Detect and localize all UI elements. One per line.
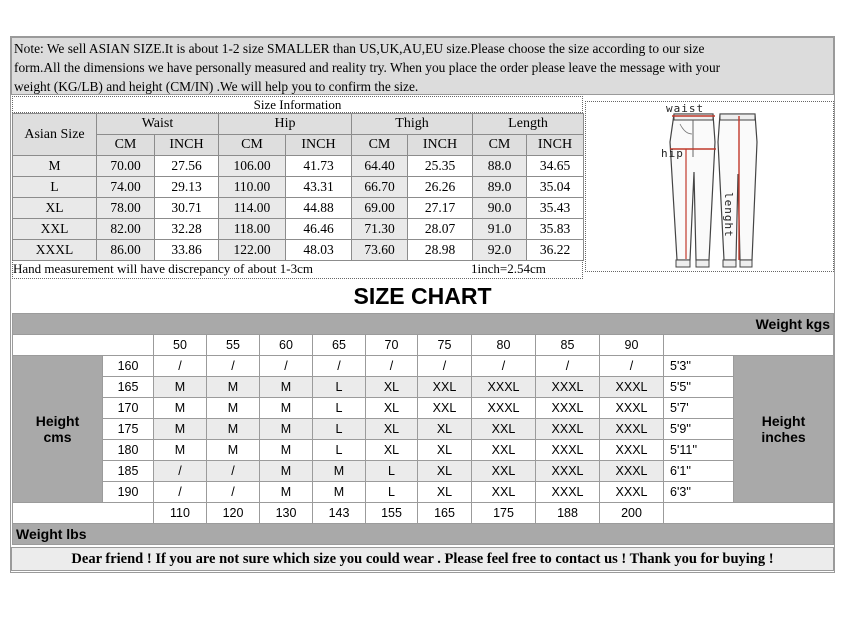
size-cell: /	[260, 356, 313, 377]
height-inches-label	[734, 356, 834, 503]
blank-cell	[664, 503, 834, 524]
size-cell: XL	[366, 377, 418, 398]
size-cell: XXL	[472, 461, 536, 482]
measurement-cell: 32.28	[155, 219, 219, 240]
size-cell: M	[260, 398, 313, 419]
size-row	[13, 198, 584, 219]
size-cell: L	[313, 398, 366, 419]
height-inches-label-line: inches	[761, 429, 806, 445]
group-header-waist: Waist	[97, 114, 219, 135]
measurement-cell: 36.22	[527, 240, 584, 261]
size-cell: L	[366, 461, 418, 482]
measurement-cell: 44.88	[286, 198, 352, 219]
hip-label: hip	[661, 147, 684, 160]
note-line: form.All the dimensions we have personally measured and reality try. When you place the order please leave the message with your	[14, 60, 721, 75]
height-row	[13, 356, 834, 377]
weight-kgs-label-row	[13, 314, 834, 335]
measurement-cell: 114.00	[219, 198, 286, 219]
blank-cell	[13, 503, 154, 524]
weight-kg-value: 50	[154, 335, 207, 356]
weight-kgs-row	[13, 335, 834, 356]
size-cell: L	[313, 377, 366, 398]
asian-size-header: Asian Size	[13, 114, 97, 156]
size-cell: L	[366, 482, 418, 503]
size-cell: M	[154, 419, 207, 440]
note-line: Note: We sell ASIAN SIZE.It is about 1-2 size SMALLER than US,UK,AU,EU size.Please choose the size according to our size	[14, 41, 705, 56]
height-cm-value: 175	[103, 419, 154, 440]
size-cell: /	[207, 461, 260, 482]
measurement-cell: 74.00	[97, 177, 155, 198]
weight-lb-value: 155	[366, 503, 418, 524]
weight-lb-value: 110	[154, 503, 207, 524]
length-label: lenght	[722, 192, 735, 238]
measurement-cell: 106.00	[219, 156, 286, 177]
size-row	[13, 156, 584, 177]
size-cell: XL	[418, 419, 472, 440]
measurement-cell: 73.60	[352, 240, 408, 261]
unit-row	[13, 135, 584, 156]
size-cell: XXXL	[536, 461, 600, 482]
size-cell: XXXL	[472, 398, 536, 419]
measurement-cell: 78.00	[97, 198, 155, 219]
size-cell: XXXL	[600, 398, 664, 419]
measurement-cell: 82.00	[97, 219, 155, 240]
weight-lb-value: 200	[600, 503, 664, 524]
group-header-length: Length	[473, 114, 584, 135]
weight-kg-value: 90	[600, 335, 664, 356]
size-cell: M	[154, 440, 207, 461]
measurement-cell: 66.70	[352, 177, 408, 198]
size-row	[13, 219, 584, 240]
size-cell: XL	[418, 482, 472, 503]
size-name: L	[13, 177, 97, 198]
size-cell: XL	[366, 440, 418, 461]
height-inch-value: 5'3''	[664, 356, 734, 377]
height-inch-value: 5'5''	[664, 377, 734, 398]
measurement-cell: 46.46	[286, 219, 352, 240]
size-cell: M	[260, 461, 313, 482]
weight-lbs-row	[13, 503, 834, 524]
size-cell: XL	[366, 419, 418, 440]
pants-illustration	[586, 102, 835, 273]
height-cm-value: 170	[103, 398, 154, 419]
measurement-cell: 27.17	[408, 198, 473, 219]
height-cms-label	[13, 356, 103, 503]
size-note	[11, 37, 834, 95]
size-cell: XXXL	[600, 482, 664, 503]
height-row	[13, 398, 834, 419]
unit-header: CM	[219, 135, 286, 156]
weight-lb-value: 143	[313, 503, 366, 524]
size-cell: /	[536, 356, 600, 377]
pants-diagram	[585, 101, 834, 272]
height-inch-value: 5'9''	[664, 419, 734, 440]
size-cell: XXXL	[472, 377, 536, 398]
size-cell: M	[154, 377, 207, 398]
measurement-cell: 34.65	[527, 156, 584, 177]
height-inch-value: 5'11''	[664, 440, 734, 461]
measurement-cell: 48.03	[286, 240, 352, 261]
measurement-cell: 28.07	[408, 219, 473, 240]
weight-kg-value: 55	[207, 335, 260, 356]
size-cell: XL	[418, 461, 472, 482]
measurement-cell: 92.0	[473, 240, 527, 261]
height-inches-label-line: Height	[761, 413, 806, 429]
size-cell: XL	[418, 440, 472, 461]
measurement-cell: 30.71	[155, 198, 219, 219]
size-cell: M	[313, 461, 366, 482]
height-cm-value: 165	[103, 377, 154, 398]
size-cell: M	[207, 398, 260, 419]
measurement-cell: 70.00	[97, 156, 155, 177]
size-row	[13, 240, 584, 261]
measurement-cell: 88.0	[473, 156, 527, 177]
weight-lb-value: 165	[418, 503, 472, 524]
measurement-cell: 91.0	[473, 219, 527, 240]
size-info-table	[12, 113, 584, 261]
unit-header: CM	[473, 135, 527, 156]
size-cell: XXL	[418, 377, 472, 398]
unit-header: INCH	[155, 135, 219, 156]
measurement-cell: 64.40	[352, 156, 408, 177]
size-cell: XXXL	[600, 461, 664, 482]
measurement-cell: 29.13	[155, 177, 219, 198]
size-cell: M	[313, 482, 366, 503]
size-cell: /	[366, 356, 418, 377]
group-header-hip: Hip	[219, 114, 352, 135]
measurement-cell: 35.83	[527, 219, 584, 240]
measurement-cell: 89.0	[473, 177, 527, 198]
weight-lb-value: 130	[260, 503, 313, 524]
measurement-cell: 26.26	[408, 177, 473, 198]
measurement-cell: 28.98	[408, 240, 473, 261]
size-name: XXL	[13, 219, 97, 240]
size-cell: M	[260, 440, 313, 461]
size-cell: L	[313, 419, 366, 440]
size-cell: /	[154, 482, 207, 503]
size-cell: /	[472, 356, 536, 377]
height-row	[13, 377, 834, 398]
height-row	[13, 461, 834, 482]
size-footnote	[12, 260, 583, 279]
weight-lb-value: 175	[472, 503, 536, 524]
measurement-cell: 41.73	[286, 156, 352, 177]
height-row	[13, 482, 834, 503]
measurement-cell: 27.56	[155, 156, 219, 177]
measurement-cell: 86.00	[97, 240, 155, 261]
size-row	[13, 177, 584, 198]
size-cell: M	[154, 398, 207, 419]
unit-header: INCH	[408, 135, 473, 156]
measurement-cell: 71.30	[352, 219, 408, 240]
height-inch-value: 6'3''	[664, 482, 734, 503]
size-cell: XXXL	[536, 398, 600, 419]
size-cell: XXXL	[536, 377, 600, 398]
weight-lbs-label-row	[13, 524, 834, 545]
height-cm-value: 185	[103, 461, 154, 482]
measurement-cell: 35.43	[527, 198, 584, 219]
size-cell: XXXL	[600, 419, 664, 440]
blank-cell	[664, 335, 834, 356]
size-cell: /	[154, 461, 207, 482]
height-cm-value: 190	[103, 482, 154, 503]
unit-header: CM	[97, 135, 155, 156]
size-info-title: Size Information	[12, 96, 583, 113]
group-header-thigh: Thigh	[352, 114, 473, 135]
measurement-cell: 25.35	[408, 156, 473, 177]
size-name: XXXL	[13, 240, 97, 261]
size-cell: XXL	[472, 440, 536, 461]
height-row	[13, 440, 834, 461]
waist-label: waist	[666, 102, 705, 115]
size-cell: /	[207, 482, 260, 503]
unit-header: INCH	[527, 135, 584, 156]
weight-kgs-label: Weight kgs	[13, 314, 834, 335]
weight-kg-value: 85	[536, 335, 600, 356]
discrepancy-note: Hand measurement will have discrepancy of about 1-3cm	[13, 261, 313, 276]
size-chart-title: SIZE CHART	[353, 283, 492, 309]
size-cell: M	[260, 482, 313, 503]
size-cell: XXXL	[536, 440, 600, 461]
height-inch-value: 5'7'	[664, 398, 734, 419]
size-cell: XXL	[472, 419, 536, 440]
height-cm-value: 160	[103, 356, 154, 377]
weight-kg-value: 60	[260, 335, 313, 356]
note-line: weight (KG/LB) and height (CM/IN) .We will help you to confirm the size.	[14, 79, 419, 94]
size-cell: M	[207, 377, 260, 398]
measurement-cell: 110.00	[219, 177, 286, 198]
size-cell: XXXL	[536, 419, 600, 440]
unit-header: CM	[352, 135, 408, 156]
size-cell: XXXL	[600, 377, 664, 398]
size-name: XL	[13, 198, 97, 219]
height-row	[13, 419, 834, 440]
contact-message: Dear friend ! If you are not sure which size you could wear . Please feel free to contact us ! Thank you for buying !	[11, 547, 834, 571]
size-cell: L	[313, 440, 366, 461]
measurement-cell: 43.31	[286, 177, 352, 198]
size-cell: XXL	[418, 398, 472, 419]
measurement-cell: 90.0	[473, 198, 527, 219]
size-cell: M	[260, 419, 313, 440]
measurement-cell: 122.00	[219, 240, 286, 261]
height-cm-value: 180	[103, 440, 154, 461]
size-chart-table	[12, 313, 834, 545]
size-name: M	[13, 156, 97, 177]
height-inch-value: 6'1''	[664, 461, 734, 482]
weight-lb-value: 120	[207, 503, 260, 524]
size-cell: XXXL	[600, 440, 664, 461]
weight-lbs-label: Weight lbs	[13, 524, 834, 545]
size-cell: /	[600, 356, 664, 377]
height-cms-label-line: Height	[35, 413, 80, 429]
weight-kg-value: 80	[472, 335, 536, 356]
blank-cell	[13, 335, 154, 356]
size-cell: /	[313, 356, 366, 377]
size-cell: /	[154, 356, 207, 377]
weight-kg-value: 75	[418, 335, 472, 356]
height-cms-label-line: cms	[43, 429, 72, 445]
measurement-cell: 33.86	[155, 240, 219, 261]
size-cell: XL	[366, 398, 418, 419]
unit-header: INCH	[286, 135, 352, 156]
weight-kg-value: 65	[313, 335, 366, 356]
measurement-cell: 118.00	[219, 219, 286, 240]
size-cell: M	[207, 440, 260, 461]
size-cell: /	[418, 356, 472, 377]
weight-lb-value: 188	[536, 503, 600, 524]
size-cell: XXXL	[536, 482, 600, 503]
size-cell: M	[207, 419, 260, 440]
inch-conversion-note: 1inch=2.54cm	[471, 261, 546, 276]
weight-kg-value: 70	[366, 335, 418, 356]
measurement-cell: 35.04	[527, 177, 584, 198]
size-cell: XXL	[472, 482, 536, 503]
size-cell: /	[207, 356, 260, 377]
measurement-cell: 69.00	[352, 198, 408, 219]
size-cell: M	[260, 377, 313, 398]
